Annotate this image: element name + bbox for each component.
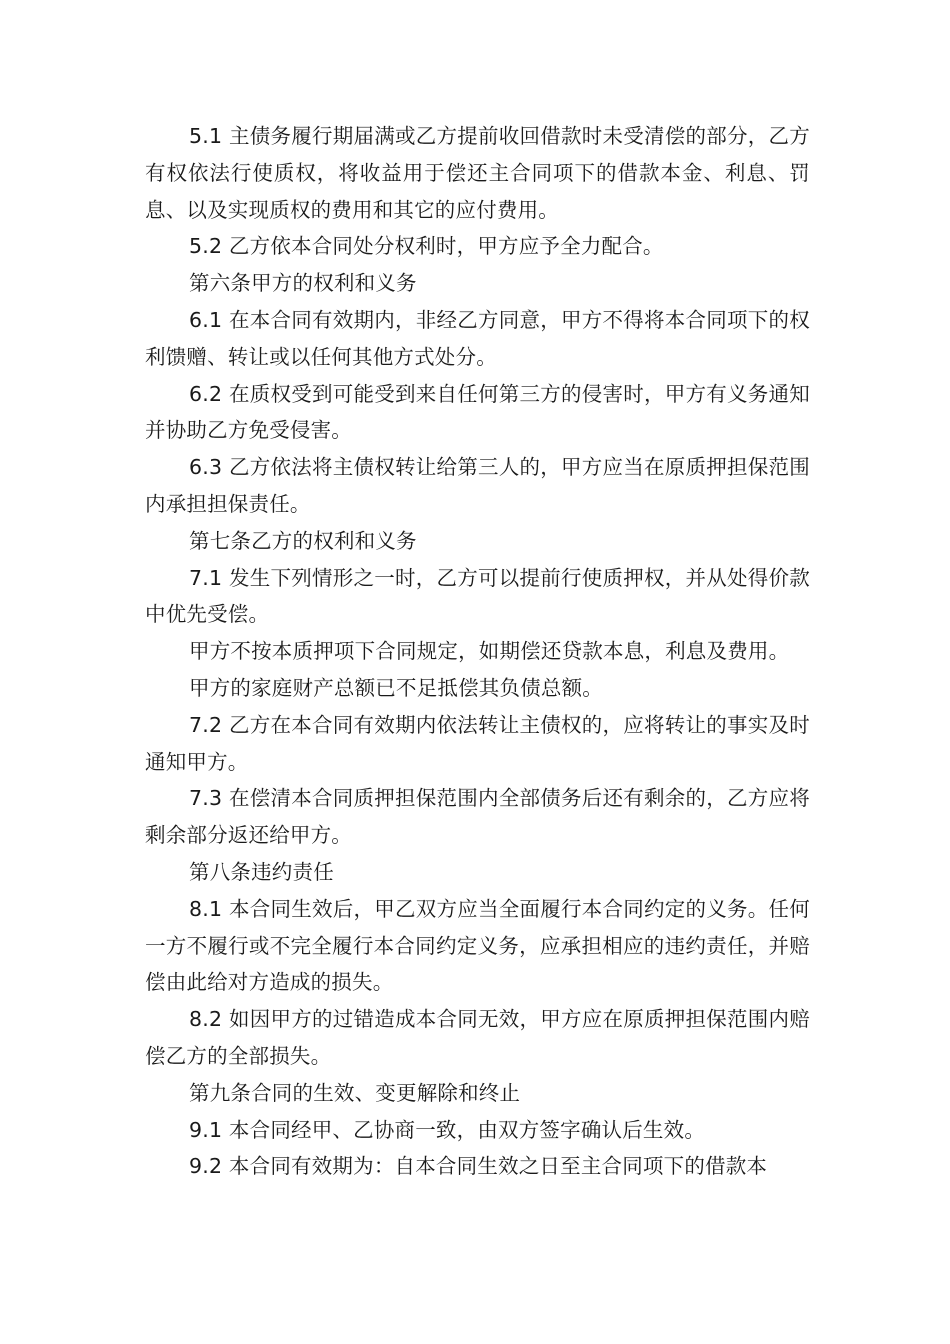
document-body — [145, 118, 810, 1185]
paragraph-9-1: 9.1 本合同经甲、乙协商一致，由双方签字确认后生效。 — [189, 1117, 706, 1142]
paragraph-8-2: 8.2 如因甲方的过错造成本合同无效，甲方应在原质押担保范围内赔偿乙方的全部损失。 — [145, 1007, 810, 1068]
paragraph-8-1: 8.1 本合同生效后，甲乙双方应当全面履行本合同约定的义务。任何一方不履行或不完全履行本合同约定义务，应承担相应的违约责任，并赔偿由此给对方造成的损失。 — [145, 896, 810, 995]
section-heading-9: 第九条合同的生效、变更解除和终止 — [189, 1080, 521, 1105]
paragraph-6-2: 6.2 在质权受到可能受到来自任何第三方的侵害时，甲方有义务通知并协助乙方免受侵害。 — [145, 381, 810, 443]
paragraph-9-2: 9.2 本合同有效期为：自本合同生效之日至主合同项下的借款本 — [189, 1154, 768, 1179]
section-heading-6: 第六条甲方的权利和义务 — [189, 271, 417, 296]
paragraph-7-1-item-2: 甲方的家庭财产总额已不足抵偿其负债总额。 — [189, 675, 603, 700]
paragraph-6-1: 6.1 在本合同有效期内，非经乙方同意，甲方不得将本合同项下的权利馈赠、转让或以任何其他方式处分。 — [145, 307, 810, 369]
paragraph-5-1: 5.1 主债务履行期届满或乙方提前收回借款时未受清偿的部分，乙方有权依法行使质权，将收益用于偿还主合同项下的借款本金、利息、罚息、以及实现质权的费用和其它的应付费用。 — [145, 124, 810, 222]
paragraph-7-3: 7.3 在偿清本合同质押担保范围内全部债务后还有剩余的，乙方应将剩余部分返还给甲方。 — [145, 786, 810, 848]
paragraph-7-1: 7.1 发生下列情形之一时，乙方可以提前行使质押权，并从处得价款中优先受偿。 — [145, 565, 810, 627]
paragraph-7-1-item-1: 甲方不按本质押项下合同规定，如期偿还贷款本息，利息及费用。 — [189, 639, 790, 664]
paragraph-7-2: 7.2 乙方在本合同有效期内依法转让主债权的，应将转让的事实及时通知甲方。 — [145, 712, 810, 774]
paragraph-6-3: 6.3 乙方依法将主债权转让给第三人的，甲方应当在原质押担保范围内承担担保责任。 — [145, 455, 810, 516]
paragraph-5-2: 5.2 乙方依本合同处分权利时，甲方应予全力配合。 — [189, 234, 664, 259]
section-heading-8: 第八条违约责任 — [189, 859, 334, 884]
section-heading-7: 第七条乙方的权利和义务 — [189, 528, 417, 553]
